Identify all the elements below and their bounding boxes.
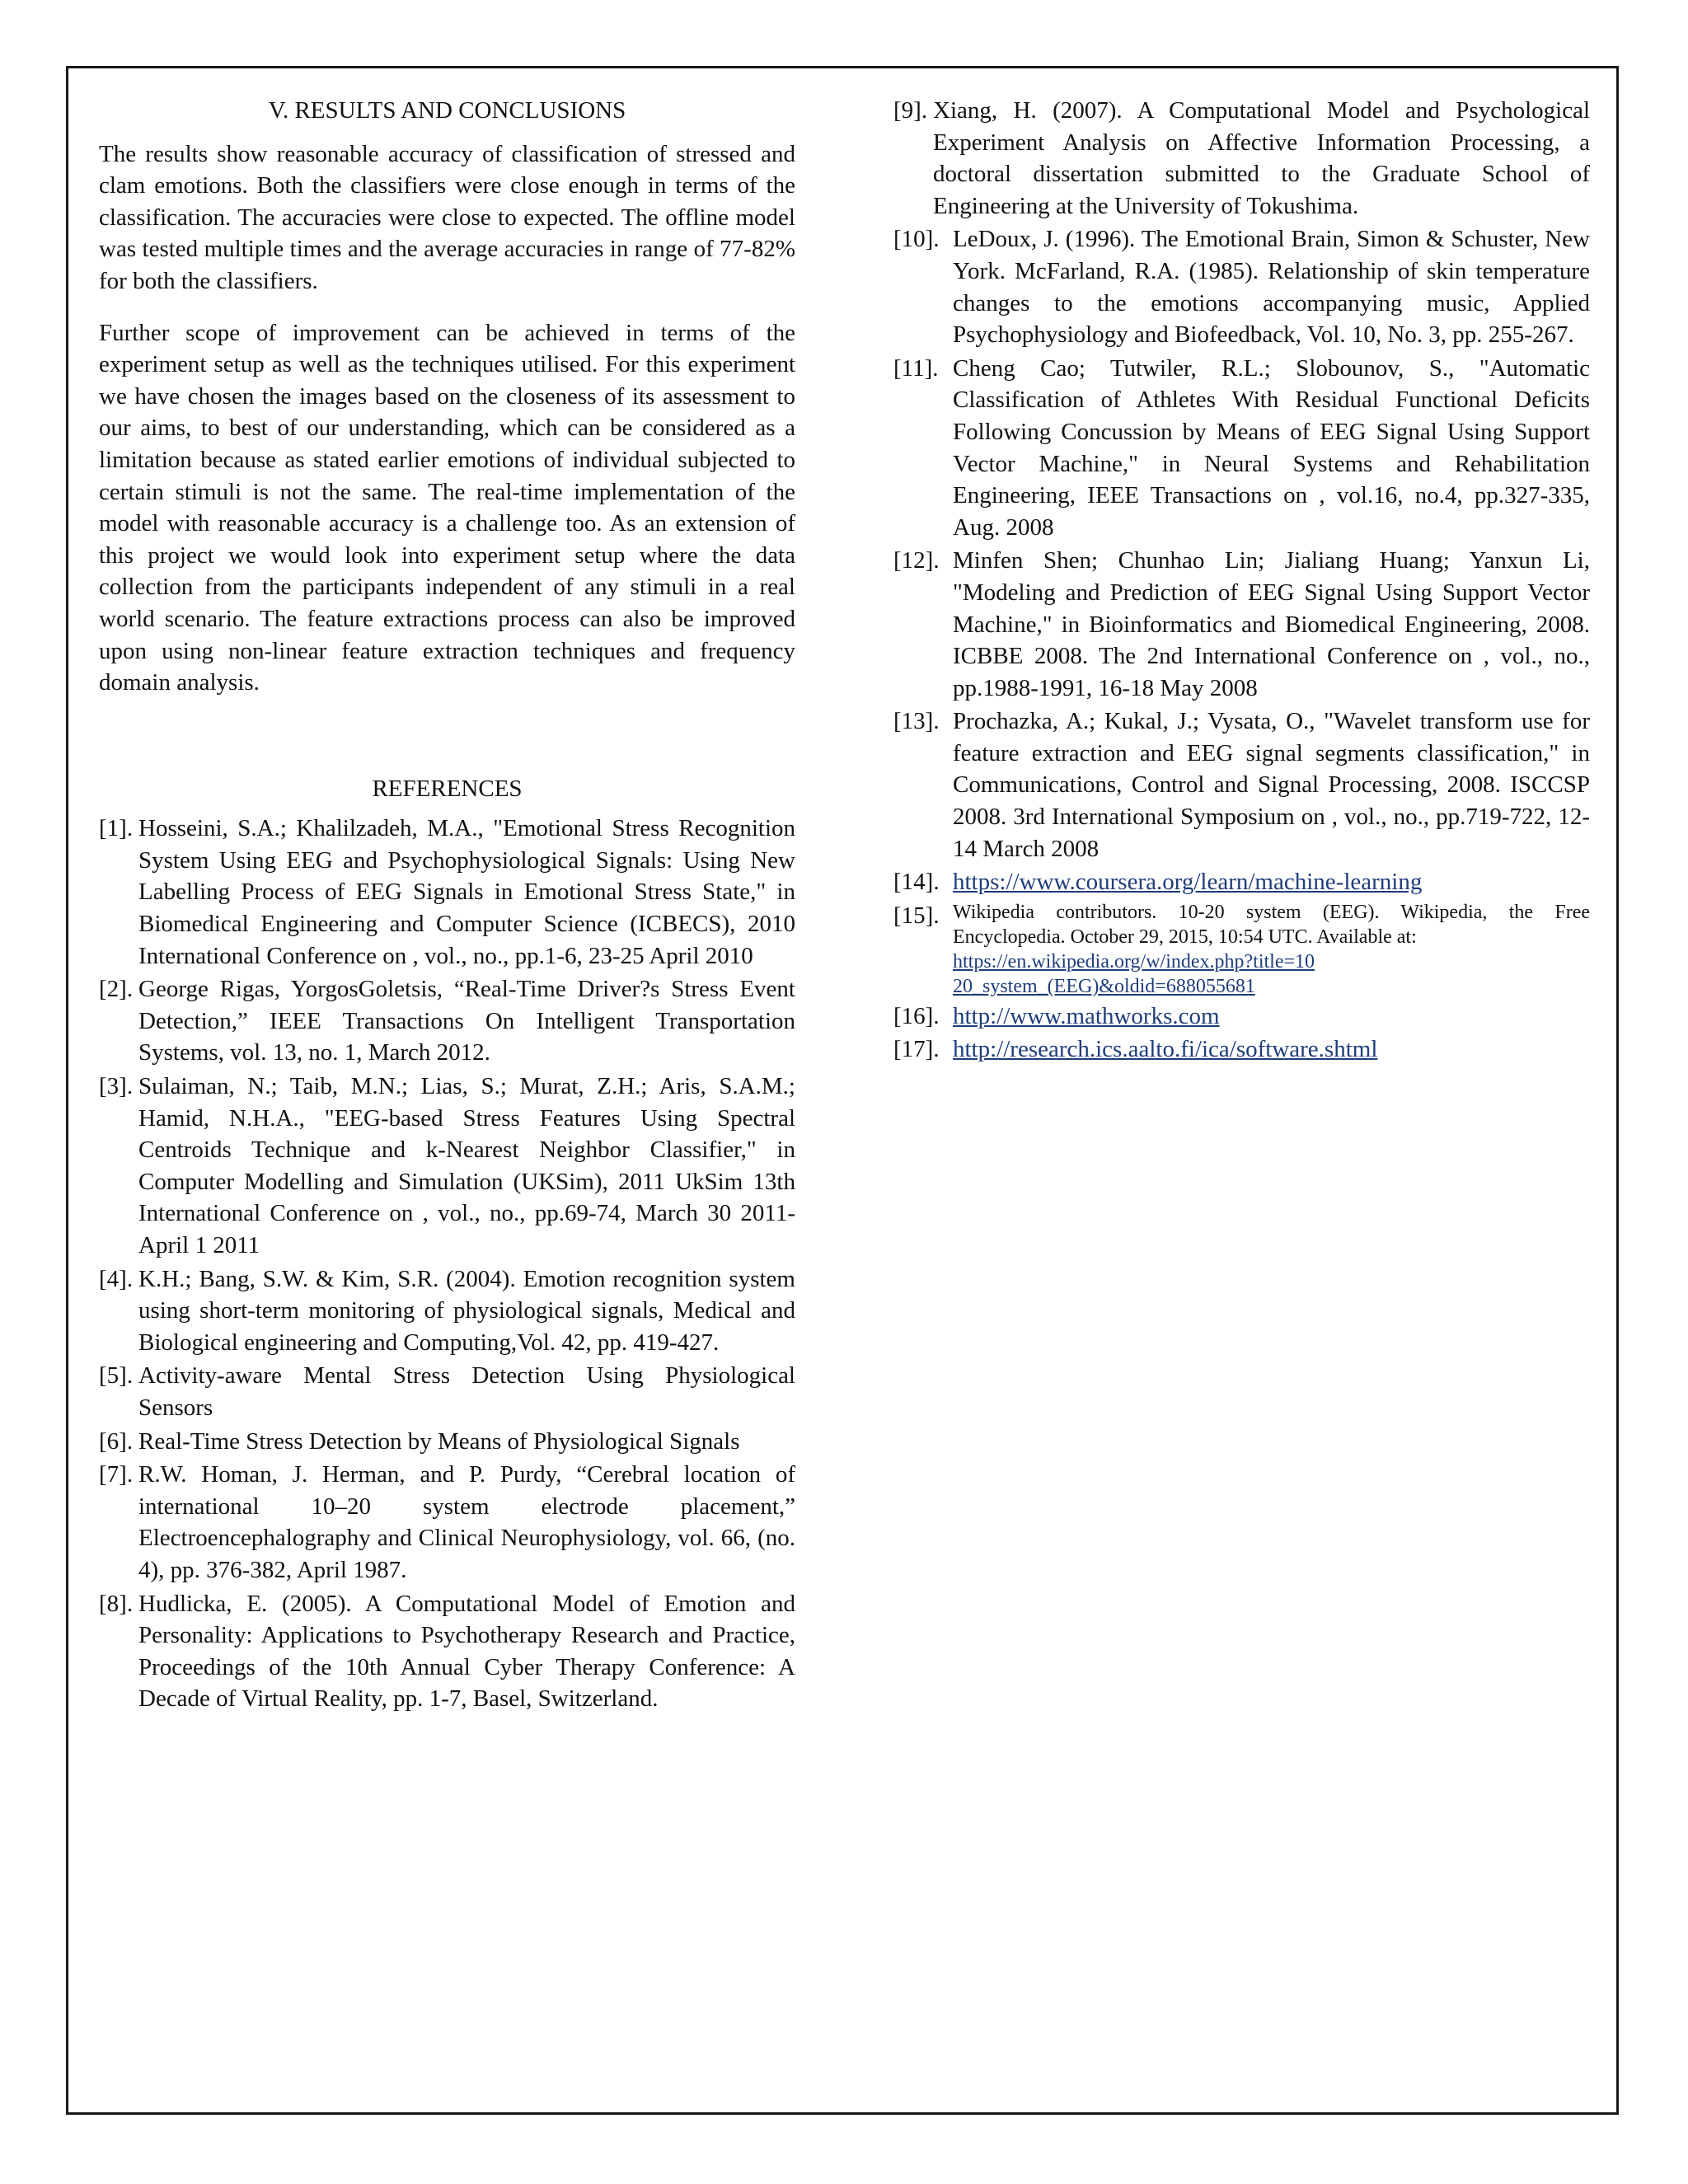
reference-number: [10]. bbox=[893, 226, 940, 253]
reference-text: Wikipedia contributors. 10-20 system (EEG). Wikipedia, the Free Encyclopedia. October 29, 2015, 10:54 UTC. Available at: bbox=[953, 901, 1590, 948]
reference-13 bbox=[893, 705, 1590, 865]
reference-number: [2]. bbox=[99, 976, 134, 1003]
aalto-ica-link[interactable]: http://research.ics.aalto.fi/ica/software.shtml bbox=[953, 1036, 1378, 1063]
reference-text: R.W. Homan, J. Herman, and P. Purdy, “Cerebral location of international 10–20 system electrode placement,” Electroencephalography and Clinical Neurophysiology, vol. 66, (no. 4), pp. 376-382, April 1987. bbox=[138, 1461, 795, 1583]
reference-text: K.H.; Bang, S.W. & Kim, S.R. (2004). Emotion recognition system using short-term monitoring of physiological signals, Medical and Biological engineering and Computing,Vol. 42, pp. 419-427. bbox=[138, 1265, 795, 1356]
reference-link-wrap bbox=[953, 1001, 1590, 1033]
reference-number: [6]. bbox=[99, 1427, 134, 1455]
reference-4 bbox=[99, 1263, 795, 1359]
reference-7 bbox=[99, 1459, 795, 1586]
reference-8 bbox=[99, 1588, 795, 1715]
reference-number: [1]. bbox=[99, 815, 134, 842]
reference-link-wrap bbox=[953, 866, 1590, 898]
reference-number: [7]. bbox=[99, 1461, 134, 1488]
results-paragraph-2: Further scope of improvement can be achieved in terms of the experiment setup as well as the techniques utilised. For this experiment we have chosen the images based on the closeness of its assessment to our aims, to best of our understanding, which can be considered as a limitation because as stated earlier emotions of individual subjected to certain stimuli is not the same. The real-time implementation of the model with reasonable accuracy is a challenge too. As an extension of this project we would look into experiment setup where the data collection from the participants independent of any stimuli in a real world scenario. The feature extractions process can also be improved upon using non-linear feature extraction techniques and frequency domain analysis. bbox=[99, 319, 795, 696]
reference-number: [3]. bbox=[99, 1073, 134, 1100]
reference-number: [14]. bbox=[893, 869, 940, 896]
reference-text: Cheng Cao; Tutwiler, R.L.; Slobounov, S., "Automatic Classification of Athletes With Residual Functional Deficits Following Concussion by Means of EEG Signal Using Support Vector Machine," in Neural Systems and Rehabilitation Engineering, IEEE Transactions on , vol.16, no.4, pp.327-335, Aug. 2008 bbox=[953, 354, 1590, 541]
reference-15 bbox=[893, 900, 1590, 999]
wikipedia-link[interactable]: https://en.wikipedia.org/w/index.php?title=10 20_system_(EEG)&oldid=688055681 bbox=[953, 950, 1315, 997]
reference-text: Xiang, H. (2007). A Computational Model and Psychological Experiment Analysis on Affective Information Processing, a doctoral dissertation submitted to the Graduate School of Engineering at the University of Tokushima. bbox=[933, 97, 1590, 219]
reference-text: Hosseini, S.A.; Khalilzadeh, M.A., "Emotional Stress Recognition System Using EEG and Psychophysiological Signals: Using New Labelling Process of EEG Signals in Emotional Stress State," in Biomedical Engineering and Computer Science (ICBECS), 2010 International Conference on , vol., no., pp.1-6, 23-25 April 2010 bbox=[138, 815, 795, 969]
reference-number: [4]. bbox=[99, 1265, 134, 1292]
reference-number: [9]. bbox=[893, 97, 928, 124]
reference-number: [5]. bbox=[99, 1362, 134, 1390]
right-column bbox=[893, 95, 1590, 1067]
reference-6 bbox=[99, 1426, 795, 1458]
reference-16 bbox=[893, 1001, 1590, 1033]
reference-text: Prochazka, A.; Kukal, J.; Vysata, O., "Wavelet transform use for feature extraction and EEG signal segments classification," in Communications, Control and Signal Processing, 2008. ISCCSP 2008. 3rd International Symposium on , vol., no., pp.719-722, 12-14 March 2008 bbox=[953, 708, 1590, 862]
reference-text: Real-Time Stress Detection by Means of Physiological Signals bbox=[138, 1427, 740, 1455]
reference-text: Activity-aware Mental Stress Detection Using Physiological Sensors bbox=[138, 1362, 795, 1421]
reference-3 bbox=[99, 1071, 795, 1262]
reference-number: [13]. bbox=[893, 708, 940, 735]
reference-2 bbox=[99, 973, 795, 1069]
reference-link-wrap bbox=[953, 1033, 1590, 1066]
references-heading: REFERENCES bbox=[372, 775, 523, 802]
reference-text: Hudlicka, E. (2005). A Computational Model of Emotion and Personality: Applications to Psychotherapy Research and Practice, Proceedings of the 10th Annual Cyber Therapy Conference: A Decade of Virtual Reality, pp. 1-7, Basel, Switzerland. bbox=[138, 1590, 795, 1713]
reference-9 bbox=[893, 95, 1590, 222]
reference-11 bbox=[893, 353, 1590, 544]
reference-text: Sulaiman, N.; Taib, M.N.; Lias, S.; Murat, Z.H.; Aris, S.A.M.; Hamid, N.H.A., "EEG-based Stress Features Using Spectral Centroids Technique and k-Nearest Neighbor Classifier," in Computer Modelling and Simulation (UKSim), 2011 UkSim 13th International Conference on , vol., no., pp.69-74, March 30 2011-April 1 2011 bbox=[138, 1073, 795, 1258]
reference-number: [11]. bbox=[893, 354, 939, 382]
reference-14 bbox=[893, 866, 1590, 898]
reference-number: [15]. bbox=[893, 902, 940, 929]
reference-17 bbox=[893, 1033, 1590, 1066]
reference-text: LeDoux, J. (1996). The Emotional Brain, Simon & Schuster, New York. McFarland, R.A. (1985). Relationship of skin temperature changes to the emotions accompanying music, Applied Psychophysiology and Biofeedback, Vol. 10, No. 3, pp. 255-267. bbox=[953, 226, 1590, 349]
reference-number: [16]. bbox=[893, 1002, 940, 1029]
reference-text-wrap bbox=[953, 900, 1590, 999]
reference-1 bbox=[99, 813, 795, 972]
left-column bbox=[99, 95, 795, 1717]
reference-5 bbox=[99, 1360, 795, 1423]
reference-text: Minfen Shen; Chunhao Lin; Jialiang Huang; Yanxun Li, "Modeling and Prediction of EEG Signal Using Support Vector Machine," in Bioinformatics and Biomedical Engineering, 2008. ICBBE 2008. The 2nd International Conference on , vol., no., pp.1988-1991, 16-18 May 2008 bbox=[953, 547, 1590, 701]
coursera-link[interactable]: https://www.coursera.org/learn/machine-learning bbox=[953, 869, 1423, 896]
reference-text: George Rigas, YorgosGoletsis, “Real-Time Driver?s Stress Event Detection,” IEEE Transactions On Intelligent Transportation Systems, vol. 13, no. 1, March 2012. bbox=[138, 976, 795, 1066]
section-heading-results: V. RESULTS AND CONCLUSIONS bbox=[268, 97, 626, 124]
reference-number: [12]. bbox=[893, 547, 940, 574]
reference-number: [17]. bbox=[893, 1036, 940, 1063]
mathworks-link[interactable]: http://www.mathworks.com bbox=[953, 1002, 1220, 1029]
reference-number: [8]. bbox=[99, 1590, 134, 1617]
results-paragraph-1: The results show reasonable accuracy of classification of stressed and clam emotions. Both the classifiers were close enough in terms of the classification. The accuracies were close to expected. The offline model was tested multiple times and the average accuracies in range of 77-82% for both the classifiers. bbox=[99, 140, 795, 294]
reference-12 bbox=[893, 545, 1590, 704]
reference-10 bbox=[893, 223, 1590, 350]
